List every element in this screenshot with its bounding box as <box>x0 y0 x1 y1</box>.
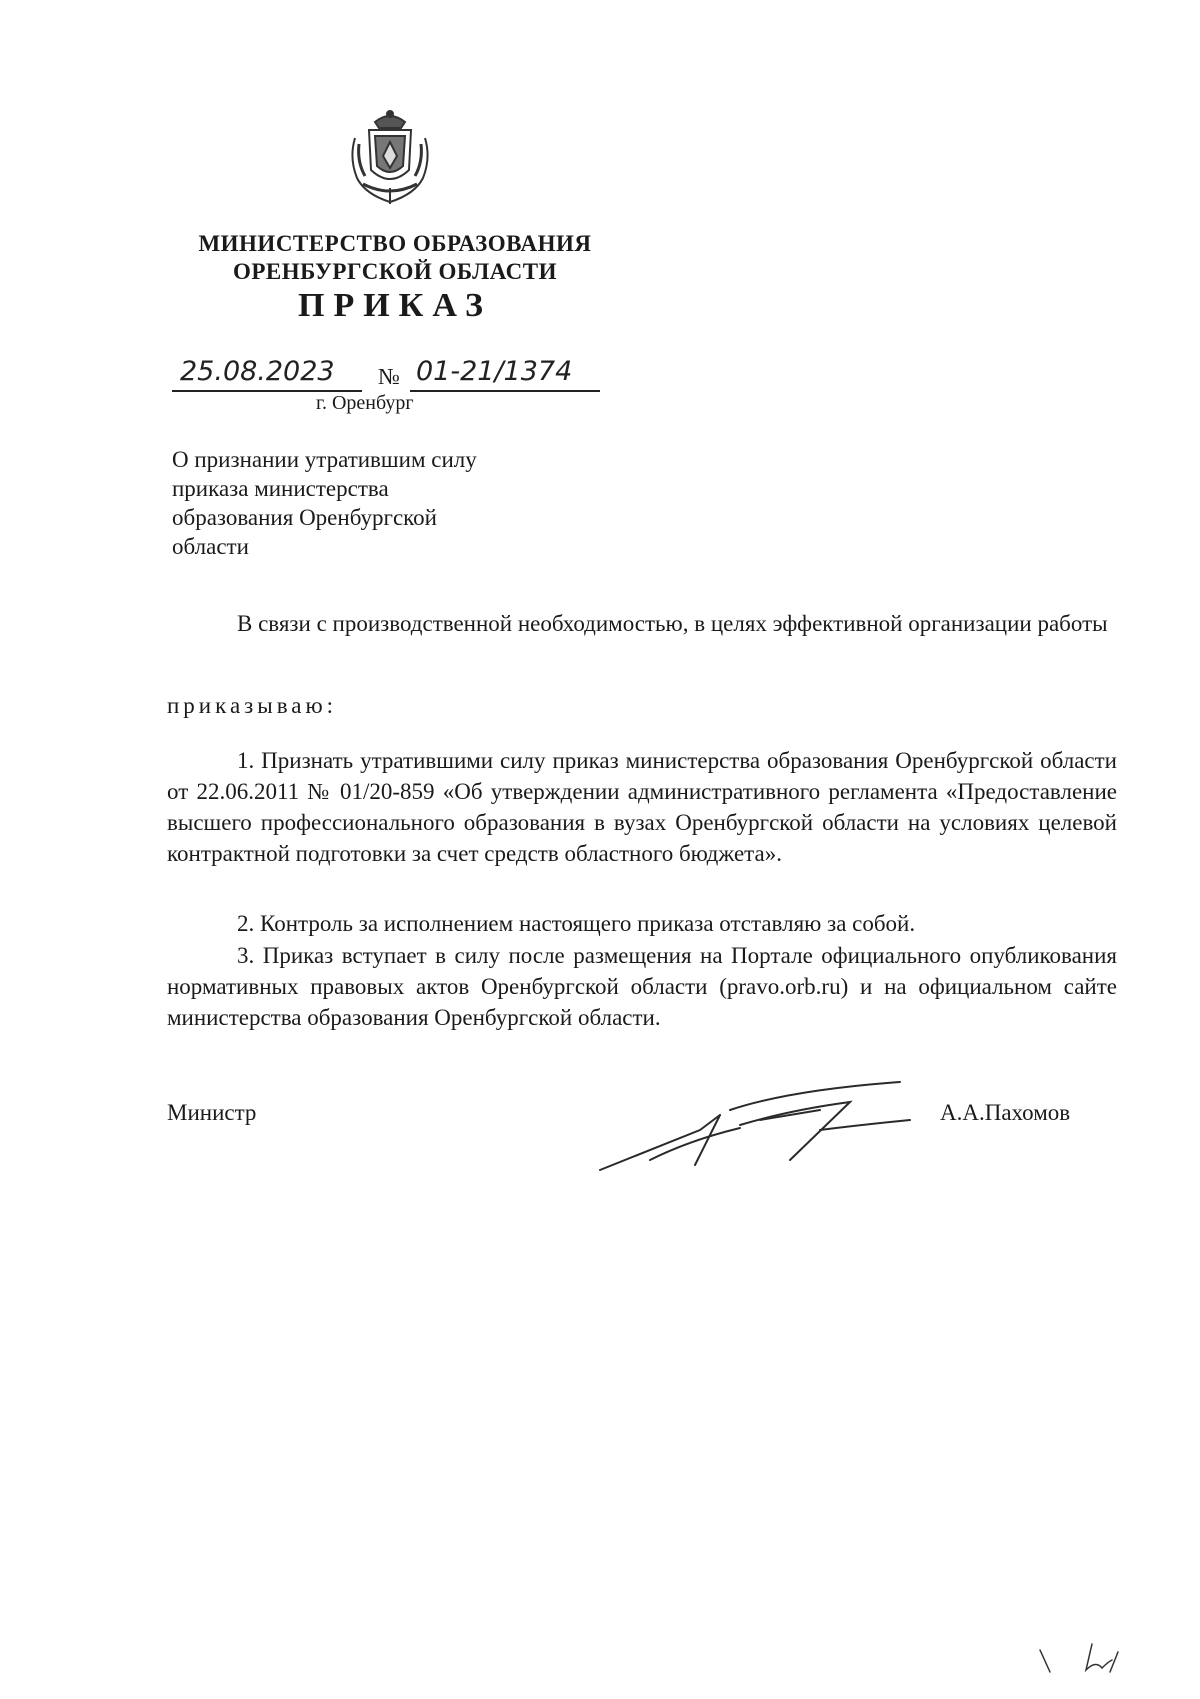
ministry-name-line2: ОРЕНБУРГСКОЙ ОБЛАСТИ <box>232 259 558 284</box>
subject-line: приказа министерства <box>172 476 389 501</box>
signatory-title: Министр <box>167 1100 257 1125</box>
preamble-paragraph: В связи с производственной необходимостью, в целях эффективной организации работы <box>237 611 1108 636</box>
order-item-2: 2. Контроль за исполнением настоящего приказа отставляю за собой. <box>237 911 916 936</box>
document-type-title: ПРИКАЗ <box>298 287 492 324</box>
number-sign: № <box>378 364 400 389</box>
handwritten-signature <box>590 1070 920 1180</box>
order-item-3: 3. Приказ вступает в силу после размещения на Портале официального опубликования нормативных правовых актов Оренбургской области (pravo.orb.ru) и на официальном сайте министерства образования Оренбургской области. <box>167 943 1117 1030</box>
number-underline <box>410 390 600 392</box>
city-name: г. Оренбург <box>316 392 414 414</box>
subject-line: образования Оренбургской <box>172 505 437 530</box>
coat-of-arms-icon <box>345 108 435 208</box>
order-item-1: 1. Признать утратившими силу приказ министерства образования Оренбургской области от 22.06.2011 № 01/20-859 «Об утверждении административного регламента «Предоставление высшего профессионального образования в вузах Оренбургской области на условиях целевой контрактной подготовки за счет средств областного бюджета». <box>167 748 1117 866</box>
handwritten-mark <box>1030 1640 1130 1680</box>
order-number: 01-21/1374 <box>416 356 573 387</box>
order-subject <box>172 445 592 561</box>
order-word: приказываю: <box>167 693 338 718</box>
subject-line: области <box>172 534 249 559</box>
order-date: 25.08.2023 <box>180 356 335 387</box>
signatory-name: А.А.Пахомов <box>940 1100 1071 1125</box>
ministry-name-line1: МИНИСТЕРСТВО ОБРАЗОВАНИЯ <box>198 231 592 256</box>
subject-line: О признании утратившим силу <box>172 447 477 472</box>
